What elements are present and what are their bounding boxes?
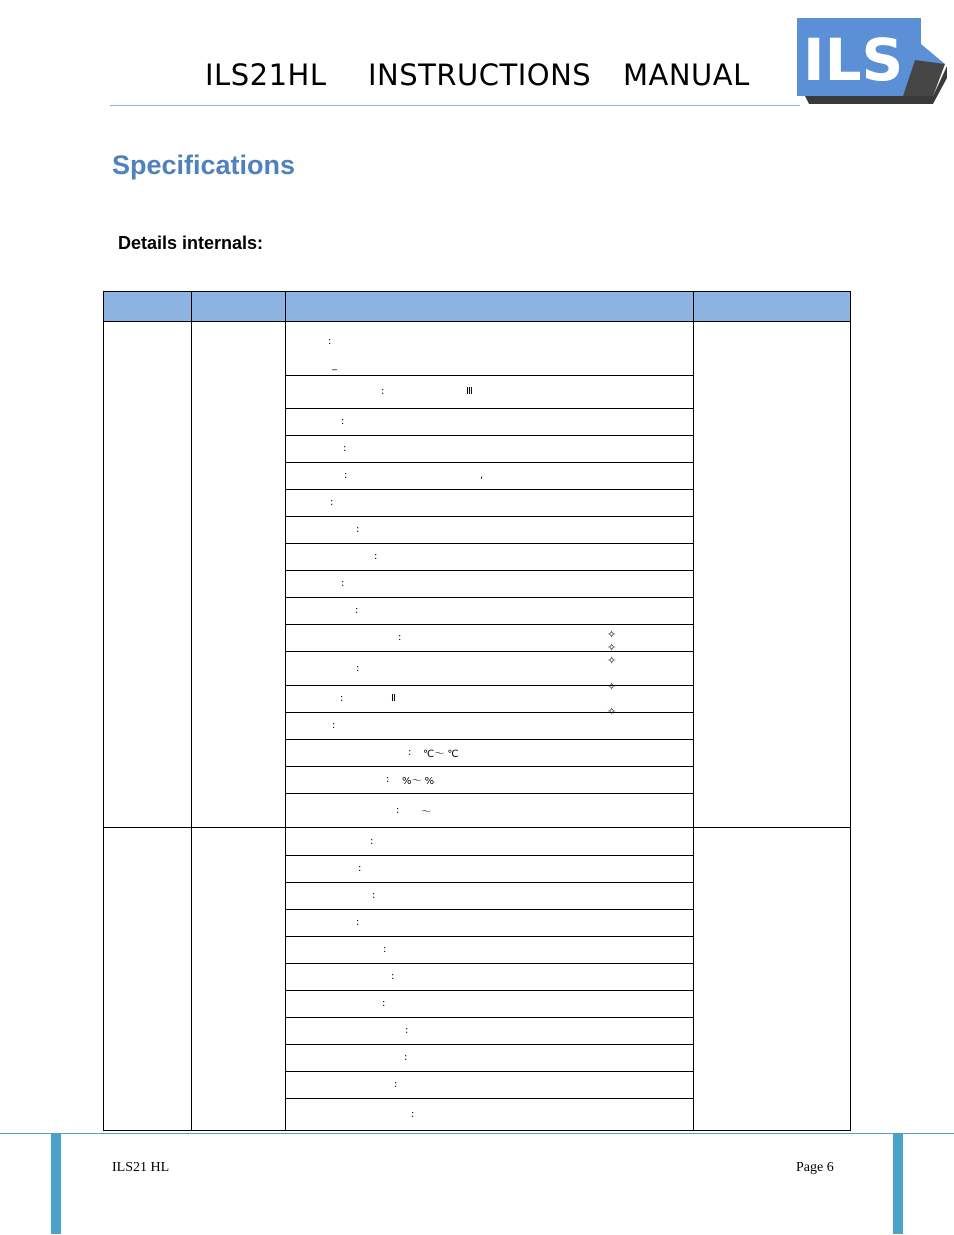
table-row bbox=[285, 570, 694, 598]
row-mark: : bbox=[356, 523, 360, 535]
row-mark: : bbox=[383, 943, 387, 955]
row-mark: : bbox=[328, 335, 332, 347]
row-mark: : bbox=[330, 496, 334, 508]
row-mark: _ bbox=[332, 359, 337, 371]
row-mark: : bbox=[341, 577, 345, 589]
row-value: Ⅱ bbox=[391, 692, 396, 704]
row-mark: : bbox=[408, 746, 412, 758]
table-row bbox=[285, 882, 694, 910]
footer-divider bbox=[0, 1133, 954, 1134]
table-row bbox=[285, 712, 694, 740]
row-mark: : bbox=[358, 862, 362, 874]
row-mark: : bbox=[386, 773, 390, 785]
row-mark: : bbox=[370, 835, 374, 847]
table-row bbox=[285, 435, 694, 463]
bullet-icon: ✧ bbox=[607, 680, 617, 693]
row-value: %～ % bbox=[402, 775, 435, 787]
row-mark: : bbox=[394, 1078, 398, 1090]
table-row bbox=[285, 1071, 694, 1099]
table-row bbox=[285, 766, 694, 794]
table-header-cell bbox=[285, 291, 694, 322]
bullet-icon: ✧ bbox=[607, 628, 617, 641]
row-mark: : bbox=[372, 889, 376, 901]
row-mark: : bbox=[374, 550, 378, 562]
table-row bbox=[285, 489, 694, 517]
row-value: ℃～ ℃ bbox=[423, 748, 459, 760]
row-value: Ⅲ bbox=[466, 385, 473, 397]
table-row bbox=[285, 408, 694, 436]
table-row bbox=[285, 321, 694, 376]
page-number: Page 6 bbox=[796, 1160, 834, 1175]
row-mark: : bbox=[396, 804, 400, 816]
section-title: Specifications bbox=[112, 150, 296, 180]
row-value: ～ bbox=[421, 806, 431, 818]
table-row bbox=[285, 1098, 694, 1131]
row-mark: : bbox=[340, 692, 344, 704]
footer-left-bar bbox=[51, 1133, 61, 1234]
specifications-table bbox=[103, 291, 851, 1131]
table-row bbox=[285, 543, 694, 571]
table-row bbox=[285, 624, 694, 652]
group-cell bbox=[103, 827, 192, 1131]
table-row bbox=[285, 793, 694, 828]
row-mark: : bbox=[411, 1108, 415, 1120]
subsection-title: Details internals: bbox=[118, 233, 264, 253]
table-row bbox=[285, 516, 694, 544]
footer-right-bar bbox=[893, 1133, 903, 1234]
bullet-icon: ✧ bbox=[607, 654, 617, 667]
title-part-instructions: INSTRUCTIONS bbox=[368, 58, 592, 92]
table-row bbox=[285, 827, 694, 856]
row-mark: : bbox=[332, 719, 336, 731]
row-mark: : bbox=[355, 604, 359, 616]
table-row bbox=[285, 1044, 694, 1072]
row-mark: : bbox=[381, 385, 385, 397]
bullet-icon: ✧ bbox=[607, 705, 617, 718]
notes-cell bbox=[693, 827, 851, 1131]
notes-cell bbox=[693, 321, 851, 828]
logo-text: ILS bbox=[803, 26, 904, 94]
group-cell bbox=[103, 321, 192, 828]
table-row bbox=[285, 963, 694, 991]
row-mark: : bbox=[343, 442, 347, 454]
table-header-cell bbox=[191, 291, 286, 322]
table-header-cell bbox=[103, 291, 192, 322]
row-mark: : bbox=[398, 631, 402, 643]
table-row bbox=[285, 936, 694, 964]
ils-logo bbox=[795, 14, 947, 106]
title-part-manual: MANUAL bbox=[623, 58, 750, 92]
row-mark: : bbox=[405, 1024, 409, 1036]
table-row bbox=[285, 855, 694, 883]
row-mark: : bbox=[382, 997, 386, 1009]
table-header-cell bbox=[693, 291, 851, 322]
bullet-icon: ✧ bbox=[607, 641, 617, 654]
group-cell bbox=[191, 827, 286, 1131]
row-mark: : bbox=[344, 469, 348, 481]
table-row bbox=[285, 990, 694, 1018]
table-row bbox=[285, 462, 694, 490]
row-mark: : bbox=[404, 1051, 408, 1063]
row-mark: : bbox=[356, 916, 360, 928]
footer-document-name: ILS21 HL bbox=[112, 1160, 170, 1175]
table-row bbox=[285, 597, 694, 625]
table-row bbox=[285, 909, 694, 937]
row-mark: : bbox=[341, 415, 345, 427]
table-row bbox=[285, 651, 694, 686]
header-divider bbox=[110, 105, 800, 106]
title-part-model: ILS21HL bbox=[205, 58, 327, 92]
row-mark: : bbox=[356, 662, 360, 674]
table-row bbox=[285, 739, 694, 767]
group-cell bbox=[191, 321, 286, 828]
row-value: , bbox=[480, 469, 484, 481]
table-row bbox=[285, 685, 694, 713]
table-row bbox=[285, 375, 694, 409]
table-row bbox=[285, 1017, 694, 1045]
row-mark: : bbox=[391, 970, 395, 982]
